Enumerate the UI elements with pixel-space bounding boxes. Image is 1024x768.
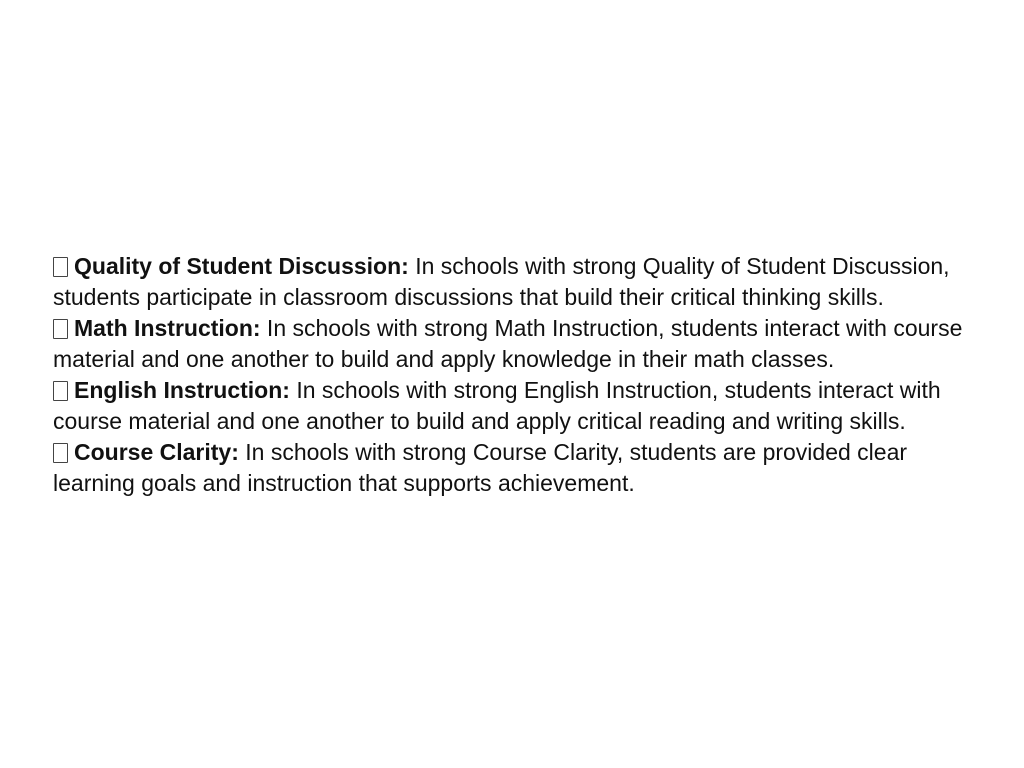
definition-list bbox=[53, 251, 993, 499]
bullet-box-icon bbox=[53, 257, 68, 277]
list-item-quality-of-student-discussion bbox=[53, 251, 993, 313]
item-term: Quality of Student Discussion: bbox=[74, 253, 409, 279]
item-description: In schools with strong English Instruction, students interact with course material and one another to build and apply critical reading and writing skills. bbox=[53, 377, 941, 434]
list-item-course-clarity bbox=[53, 437, 993, 499]
bullet-box-icon bbox=[53, 381, 68, 401]
item-term: Course Clarity: bbox=[74, 439, 239, 465]
item-description: In schools with strong Quality of Student Discussion, students participate in classroom discussions that build their critical thinking skills. bbox=[53, 253, 950, 310]
item-term: Math Instruction: bbox=[74, 315, 261, 341]
item-description: In schools with strong Math Instruction, students interact with course material and one another to build and apply knowledge in their math classes. bbox=[53, 315, 963, 372]
bullet-box-icon bbox=[53, 319, 68, 339]
item-term: English Instruction: bbox=[74, 377, 290, 403]
list-item-english-instruction bbox=[53, 375, 993, 437]
item-description: In schools with strong Course Clarity, students are provided clear learning goals and instruction that supports achievement. bbox=[53, 439, 908, 496]
bullet-box-icon bbox=[53, 443, 68, 463]
list-item-math-instruction bbox=[53, 313, 993, 375]
